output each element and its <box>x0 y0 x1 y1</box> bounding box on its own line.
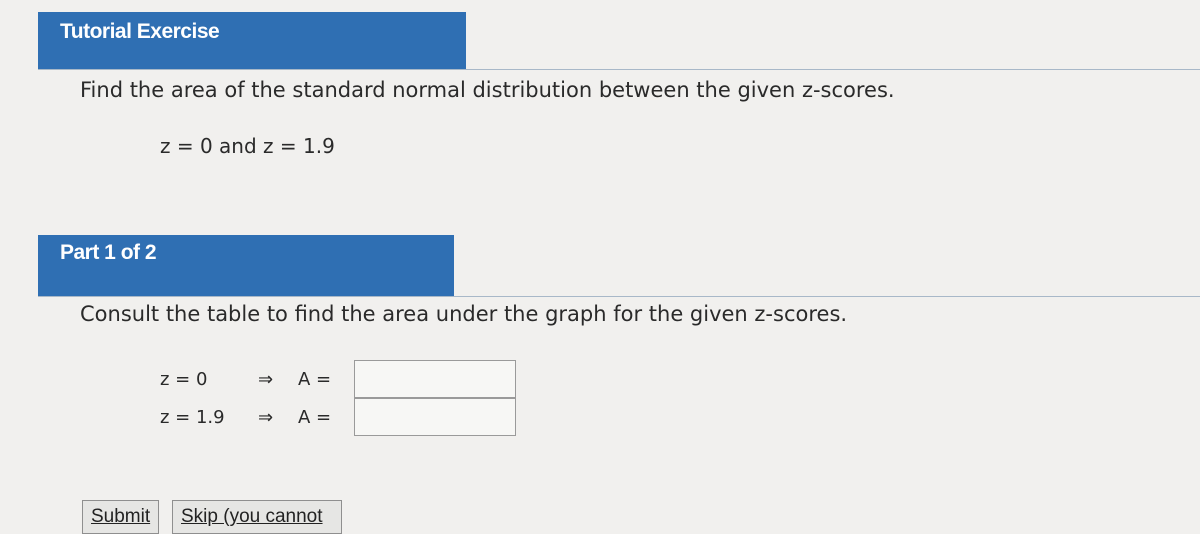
area-input-z1-9[interactable] <box>354 398 516 436</box>
part-instruction: Consult the table to find the area under the graph for the given z-scores. <box>80 302 848 326</box>
z-label: z = 1.9 <box>160 406 225 428</box>
area-label: A = <box>298 406 332 428</box>
implies-arrow-icon: ⇒ <box>258 368 274 390</box>
z-row-2 <box>160 398 516 436</box>
area-label: A = <box>298 368 332 390</box>
part-header <box>38 235 454 297</box>
z-label: z = 0 <box>160 368 208 390</box>
exercise-instruction: Find the area of the standard normal distribution between the given z-scores. <box>80 78 895 102</box>
implies-arrow-icon: ⇒ <box>258 406 274 428</box>
submit-button[interactable]: Submit <box>82 500 159 534</box>
area-input-z0[interactable] <box>354 360 516 398</box>
tutorial-exercise-title: Tutorial Exercise <box>60 20 220 43</box>
header-divider <box>38 69 1200 70</box>
tutorial-exercise-header <box>38 12 466 70</box>
z-row-1 <box>160 360 516 398</box>
part-divider <box>38 296 1200 297</box>
given-z-scores: z = 0 and z = 1.9 <box>160 134 335 158</box>
part-title: Part 1 of 2 <box>60 241 157 264</box>
skip-button[interactable]: Skip (you cannot <box>172 500 342 534</box>
